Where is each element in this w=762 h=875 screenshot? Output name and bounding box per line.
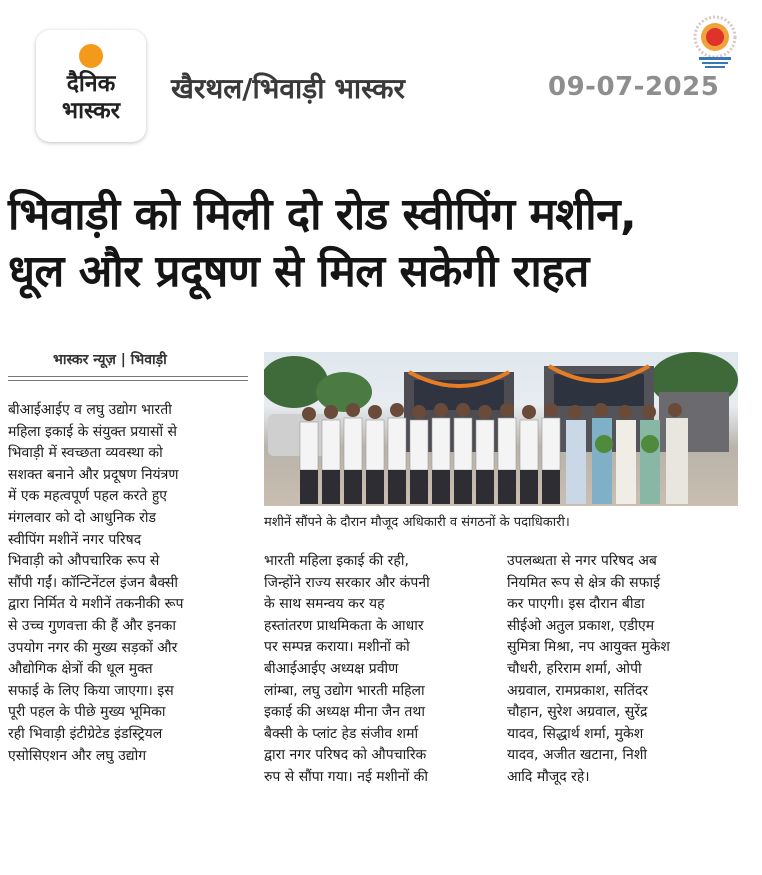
- article-line: पर सम्पन्न कराया। मशीनों को: [264, 639, 410, 656]
- article-line: औद्योगिक क्षेत्रों की धूल मुक्त: [8, 661, 153, 678]
- article-line: स्वीपिंग मशीनें नगर परिषद: [8, 531, 142, 548]
- article-line: जिन्होंने राज्य सरकार और कंपनी: [264, 574, 430, 591]
- article-line: अग्रवाल, रामप्रकाश, सतिंदर: [507, 682, 649, 699]
- article-line: चौहान, सुरेश अग्रवाल, सुरेंद्र: [507, 704, 648, 721]
- byline-rule-2: [8, 380, 248, 381]
- article-line: उपयोग नगर की मुख्य सड़कों और: [8, 639, 178, 656]
- article-line: चौधरी, हरिराम शर्मा, ओपी: [507, 660, 642, 677]
- headline: [8, 186, 758, 300]
- brand-logo: [36, 30, 146, 142]
- article-line: सशक्त बनाने और प्रदूषण नियंत्रण: [8, 466, 179, 483]
- article-line: आदि मौजूद रहे।: [507, 768, 590, 785]
- article-line: महिला इकाई के संयुक्त प्रयासों से: [8, 423, 178, 440]
- sun-icon: [79, 44, 103, 68]
- article-line: मंगलवार को दो आधुनिक रोड: [8, 509, 157, 526]
- article-line: में एक महत्वपूर्ण पहल करते हुए: [8, 488, 168, 505]
- article-line: भिवाड़ी में स्वच्छता व्यवस्था को: [8, 445, 163, 462]
- photo-illustration: [264, 352, 738, 506]
- logo-line-1: दैनिक: [66, 71, 116, 97]
- article-line: के साथ समन्वय कर यह: [264, 596, 385, 613]
- article-line: बीआईआईए अध्यक्ष प्रवीण: [264, 660, 399, 677]
- publication-date: 09-07-2025: [548, 72, 720, 102]
- article-line: सीईओ अतुल प्रकाश, एडीएम: [507, 617, 655, 634]
- article-line: यादव, अजीत खटाना, निशी: [507, 747, 647, 764]
- headline-line-2: धूल और प्रदूषण से मिल सकेगी राहत: [8, 246, 589, 297]
- byline: भास्कर न्यूज़ | भिवाड़ी: [53, 352, 167, 368]
- byline-rule: [8, 376, 248, 377]
- article-line: पूरी पहल के पीछे मुख्य भूमिका: [8, 704, 166, 721]
- news-photo: [264, 352, 738, 506]
- article-line: भारती महिला इकाई की रही,: [264, 553, 409, 569]
- article-line: द्वारा नगर परिषद को औपचारिक: [264, 747, 427, 764]
- article-line: रही भिवाड़ी इंटीग्रेटेड इंडस्ट्रियल: [8, 725, 163, 742]
- logo-line-2: भास्कर: [61, 98, 121, 124]
- article-line: यादव, सिद्धार्थ शर्मा, मुकेश: [507, 725, 644, 742]
- article-line: सौंपी गईं। कॉन्टिनेंटल इंजन बैक्सी: [8, 574, 178, 591]
- article-line: द्वारा निर्मित ये मशीनें तकनीकी रूप: [8, 596, 184, 613]
- article-line: कर पाएगी। इस दौरान बीडा: [507, 596, 645, 613]
- article-column-2: [264, 551, 492, 789]
- article-line: इकाई की अध्यक्ष मीना जैन तथा: [264, 704, 425, 721]
- article-column-3: [507, 551, 739, 789]
- photo-caption: मशीनें सौंपने के दौरान मौजूद अधिकारी व संगठनों के पदाधिकारी।: [264, 515, 570, 530]
- association-emblem-icon: [688, 13, 742, 73]
- article-line: उपलब्धता से नगर परिषद अब: [507, 553, 657, 569]
- article-line: सफाई के लिए किया जाएगा। इस: [8, 682, 174, 699]
- edition-title: खैरथल/भिवाड़ी भास्कर: [171, 72, 405, 105]
- article-line: से उच्च गुणवत्ता की हैं और इनका: [8, 617, 176, 634]
- headline-line-1: भिवाड़ी को मिली दो रोड स्वीपिंग मशीन,: [8, 189, 637, 240]
- article-line: एसोसिएशन और लघु उद्योग: [8, 747, 147, 764]
- article-line: बीआईआईए व लघु उद्योग भारती: [8, 402, 172, 418]
- article-line: हस्तांतरण प्राथमिकता के आधार: [264, 617, 424, 634]
- article-line: लांम्बा, लघु उद्योग भारती महिला: [264, 682, 425, 699]
- article-line: रुप से सौंपा गया। नई मशीनों की: [264, 768, 429, 785]
- article-line: बैक्सी के प्लांट हेड संजीव शर्मा: [264, 725, 419, 742]
- article-line: सुमित्रा मिश्रा, नप आयुक्त मुकेश: [507, 639, 670, 656]
- article-column-1: [8, 400, 248, 767]
- article-line: नियमित रूप से क्षेत्र की सफाई: [507, 574, 660, 591]
- article-line: भिवाड़ी को औपचारिक रूप से: [8, 553, 160, 570]
